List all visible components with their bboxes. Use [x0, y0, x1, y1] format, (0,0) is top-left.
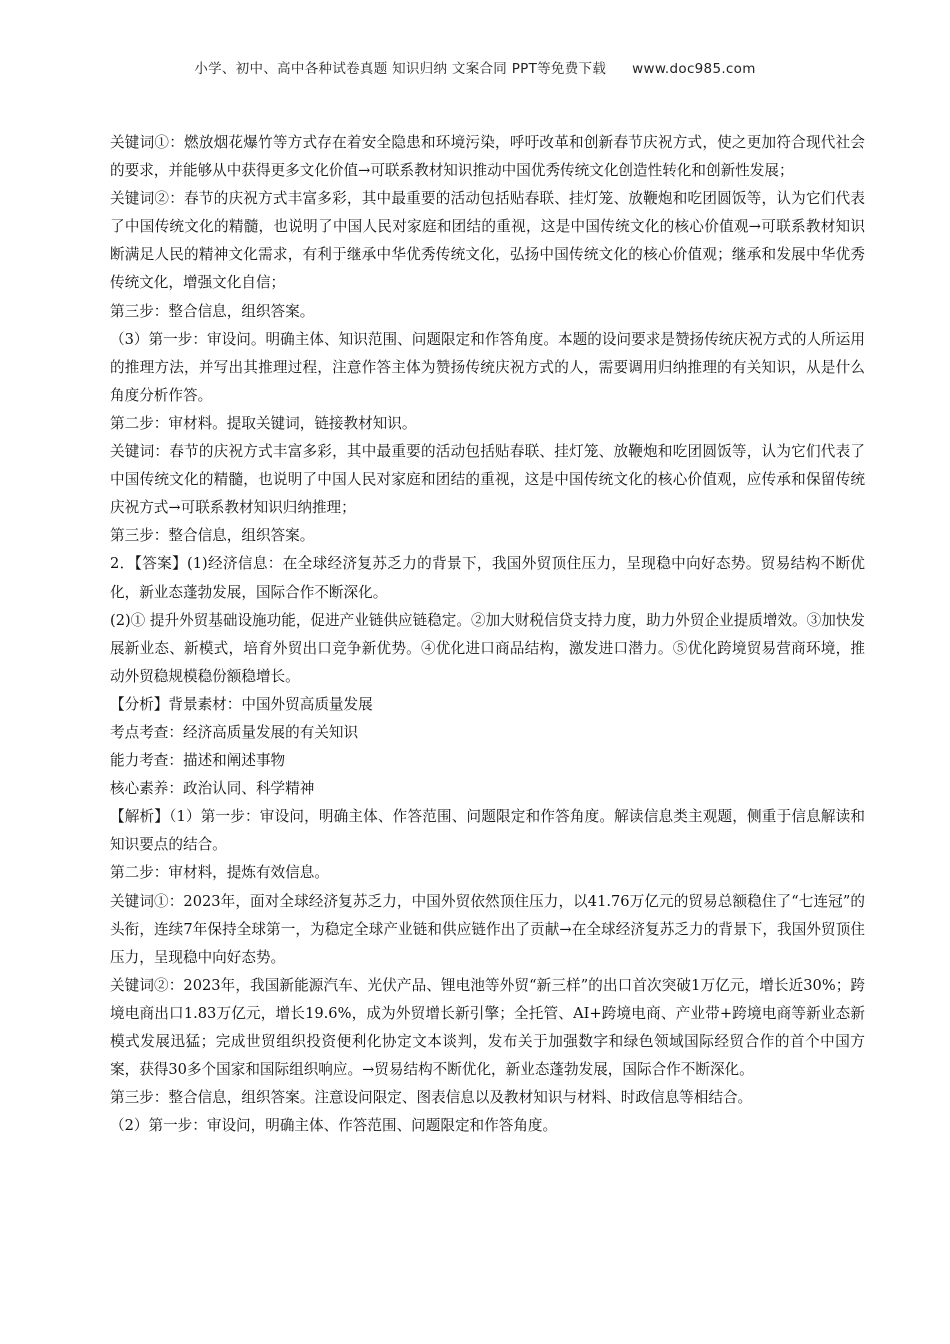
paragraph: 第三步：整合信息，组织答案。注意设问限定、图表信息以及教材知识与材料、时政信息等相结合。: [110, 1089, 753, 1107]
paragraph: 能力考查：描述和阐述事物: [110, 752, 286, 770]
header-text: 小学、初中、高中各种试卷真题 知识归纳 文案合同 PPT等免费下载: [194, 61, 607, 77]
paragraph: 关键词②：2023年，我国新能源汽车、光伏产品、锂电池等外贸“新三样”的出口首次突破1万亿元，增长近30%；跨境电商出口1.83万亿元，增长19.6%，成为外贸增长新引擎；全托管、AI+跨境电商、产业带+跨境电商等新业态新模式发展迅猛；完成世贸组织投资便利化协定文本谈判，发布关于加强数字和绿色领域国际经贸合作的首个中国方案，获得30多个国家和国际组织响应。→贸易结构不断优化，新业态蓬勃发展，国际合作不断深化。: [110, 976, 865, 1079]
paragraph: 第三步：整合信息，组织答案。: [110, 302, 315, 320]
paragraph: 考点考查：经济高质量发展的有关知识: [110, 723, 359, 741]
paragraph: （3）第一步：审设问。明确主体、知识范围、问题限定和作答角度。本题的设问要求是赞扬传统庆祝方式的人所运用的推理方法，并写出其推理过程，注意作答主体为赞扬传统庆祝方式的人，需要调用归纳推理的有关知识，从是什么角度分析作答。: [110, 330, 865, 404]
paragraph: 核心素养：政治认同、科学精神: [110, 780, 315, 798]
explanation-heading-paragraph: 【解析】（1）第一步：审设问，明确主体、作答范围、问题限定和作答角度。解读信息类主观题，侧重于信息解读和知识要点的结合。: [110, 808, 865, 854]
paragraph: 关键词②：春节的庆祝方式丰富多彩，其中最重要的活动包括贴春联、挂灯笼、放鞭炮和吃团圆饭等，认为它们代表了中国传统文化的精髓，也说明了中国人民对家庭和团结的重视，这是中国传统文化的核心价值观→可联系教材知识断满足人民的精神文化需求，有利于继承中华优秀传统文化，弘扬中国传统文化的核心价值观；继承和发展中华优秀传统文化，增强文化自信；: [110, 190, 865, 292]
analysis-heading: 【分析】背景素材：中国外贸高质量发展: [110, 695, 373, 713]
page-header: [0, 57, 950, 77]
answer-heading-paragraph: 2．【答案】(1)经济信息：在全球经济复苏乏力的背景下，我国外贸顶住压力，呈现稳中向好态势。贸易结构不断优化，新业态蓬勃发展，国际合作不断深化。: [110, 555, 865, 601]
header-site-link[interactable]: www.doc985.com: [632, 61, 756, 77]
paragraph: (2)① 提升外贸基础设施功能，促进产业链供应链稳定。②加大财税信贷支持力度，助力外贸企业提质增效。③加快发展新业态、新模式，培育外贸出口竞争新优势。④优化进口商品结构，激发进口潜力。⑤优化跨境贸易营商环境，推动外贸稳规模稳份额稳增长。: [110, 611, 866, 685]
paragraph: 关键词①：燃放烟花爆竹等方式存在着安全隐患和环境污染，呼吁改革和创新春节庆祝方式，使之更加符合现代社会的要求，并能够从中获得更多文化价值→可联系教材知识推动中国优秀传统文化创造性转化和创新性发展；: [110, 134, 865, 180]
paragraph: 关键词：春节的庆祝方式丰富多彩，其中最重要的活动包括贴春联、挂灯笼、放鞭炮和吃团圆饭等，认为它们代表了中国传统文化的精髓，也说明了中国人民对家庭和团结的重视，这是中国传统文化的核心价值观，应传承和保留传统庆祝方式→可联系教材知识归纳推理；: [110, 443, 865, 517]
paragraph: 第二步：审材料，提炼有效信息。: [110, 864, 329, 882]
paragraph: 第二步：审材料。提取关键词，链接教材知识。: [110, 414, 417, 432]
paragraph: （2）第一步：审设问，明确主体、作答范围、问题限定和作答角度。: [110, 1117, 558, 1135]
paragraph: 第三步：整合信息，组织答案。: [110, 527, 315, 545]
paragraph: 关键词①：2023年，面对全球经济复苏乏力，中国外贸依然顶住压力，以41.76万亿元的贸易总额稳住了“七连冠”的头衔，连续7年保持全球第一，为稳定全球产业链和供应链作出了贡献→在全球经济复苏乏力的背景下，我国外贸顶住压力，呈现稳中向好态势。: [110, 892, 865, 966]
document-body: [110, 129, 865, 1140]
